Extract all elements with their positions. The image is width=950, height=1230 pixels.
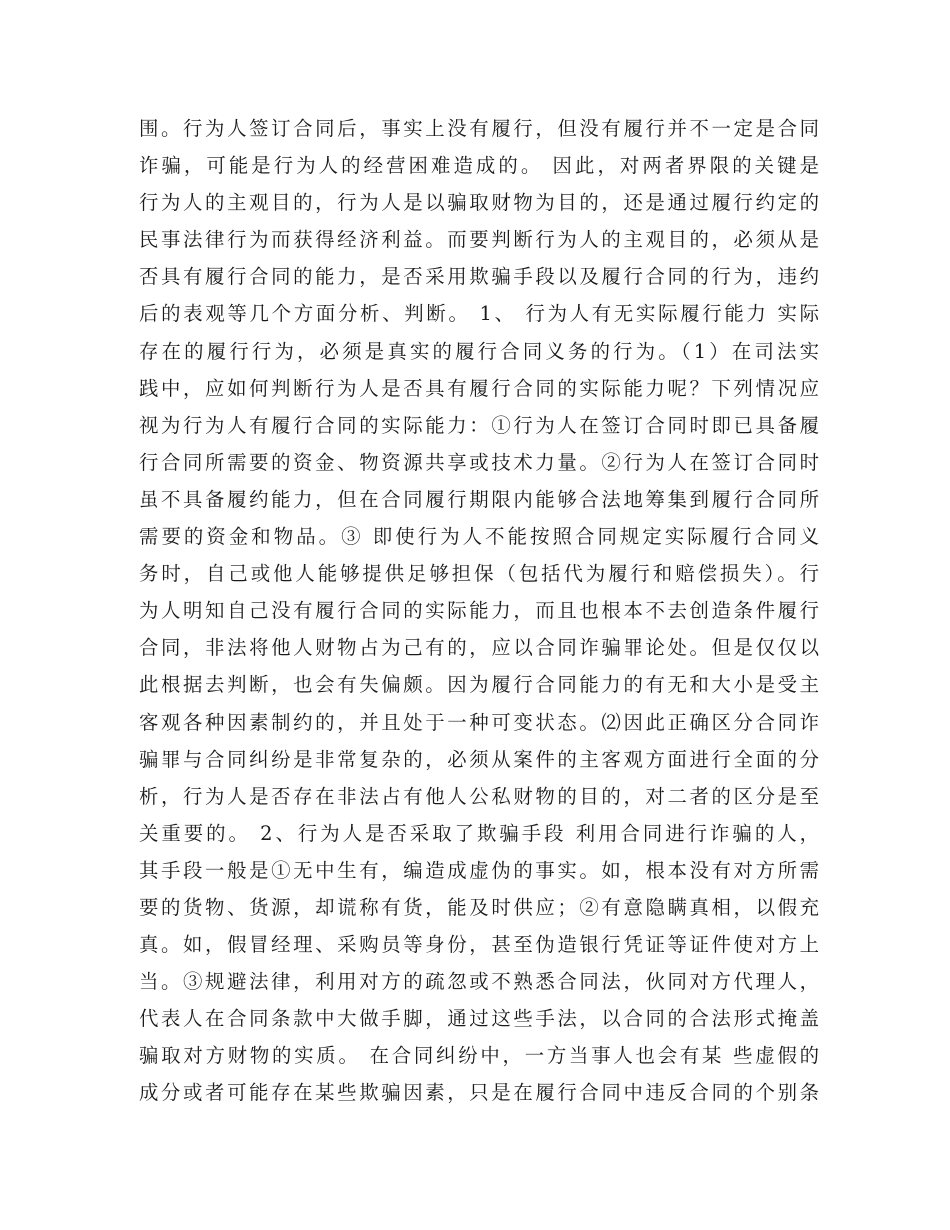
text-line: 践中，应如何判断行为人是否具有履行合同的实际能力呢？下列情况应 [139, 376, 819, 400]
text-line: 否具有履行合同的能力，是否采用欺骗手段以及履行合同的行为，违约 [139, 265, 819, 289]
text-line: 虽不具备履约能力，但在合同履行期限内能够合法地筹集到履行合同所 [139, 487, 819, 511]
text-line: 当。③规避法律，利用对方的疏忽或不熟悉合同法，伙同对方代理人， [139, 970, 819, 994]
text-line: 要的货物、货源，却谎称有货，能及时供应；②有意隐瞒真相，以假充 [139, 895, 819, 919]
text-line: 行合同所需要的资金、物资源共享或技术力量。②行为人在签订合同时 [139, 450, 819, 474]
body-text [139, 110, 819, 1112]
text-line: 围。行为人签订合同后，事实上没有履行，但没有履行并不一定是合同 [139, 117, 819, 140]
text-line: 真。如，假冒经理、采购员等身份，甚至伪造银行凭证等证件使对方上 [139, 933, 819, 957]
text-line: 客观各种因素制约的，并且处于一种可变状态。⑵因此正确区分合同诈 [139, 710, 819, 734]
text-line: 代表人在合同条款中大做手脚，通过这些手法，以合同的合法形式掩盖 [139, 1007, 819, 1031]
text-line: 诈骗，可能是行为人的经营困难造成的。 因此，对两者界限的关键是 [139, 154, 819, 178]
text-line: 成分或者可能存在某些欺骗因素，只是在履行合同中违反合同的个别条 [139, 1081, 819, 1105]
text-line: 此根据去判断，也会有失偏颇。因为履行合同能力的有无和大小是受主 [139, 673, 819, 697]
text-line: 骗取对方财物的实质。 在合同纠纷中，一方当事人也会有某 些虚假的 [139, 1044, 819, 1068]
text-line: 关重要的。 2、行为人是否采取了欺骗手段 利用合同进行诈骗的人， [139, 821, 819, 845]
text-line: 务时，自己或他人能够提供足够担保（包括代为履行和赔偿损失）。行 [139, 562, 819, 586]
text-line: 行为人的主观目的，行为人是以骗取财物为目的，还是通过履行约定的 [139, 191, 819, 215]
text-line: 骗罪与合同纠纷是非常复杂的，必须从案件的主客观方面进行全面的分 [139, 747, 819, 771]
text-line: 存在的履行行为，必须是真实的履行合同义务的行为。（1）在司法实 [139, 339, 819, 363]
text-line: 合同，非法将他人财物占为己有的，应以合同诈骗罪论处。但是仅仅以 [139, 636, 819, 660]
text-line: 民事法律行为而获得经济利益。而要判断行为人的主观目的，必须从是 [139, 228, 819, 252]
text-line: 析，行为人是否存在非法占有他人公私财物的目的，对二者的区分是至 [139, 784, 819, 808]
text-line: 后的表观等几个方面分析、判断。 1、 行为人有无实际履行能力 实际 [139, 302, 819, 326]
text-line: 需要的资金和物品。③ 即使行为人不能按照合同规定实际履行合同义 [139, 525, 819, 549]
text-line: 为人明知自己没有履行合同的实际能力，而且也根本不去创造条件履行 [139, 599, 819, 623]
text-line: 其手段一般是①无中生有，编造成虚伪的事实。如，根本没有对方所需 [139, 858, 819, 882]
text-line: 视为行为人有履行合同的实际能力：①行为人在签订合同时即已具备履 [139, 413, 819, 437]
